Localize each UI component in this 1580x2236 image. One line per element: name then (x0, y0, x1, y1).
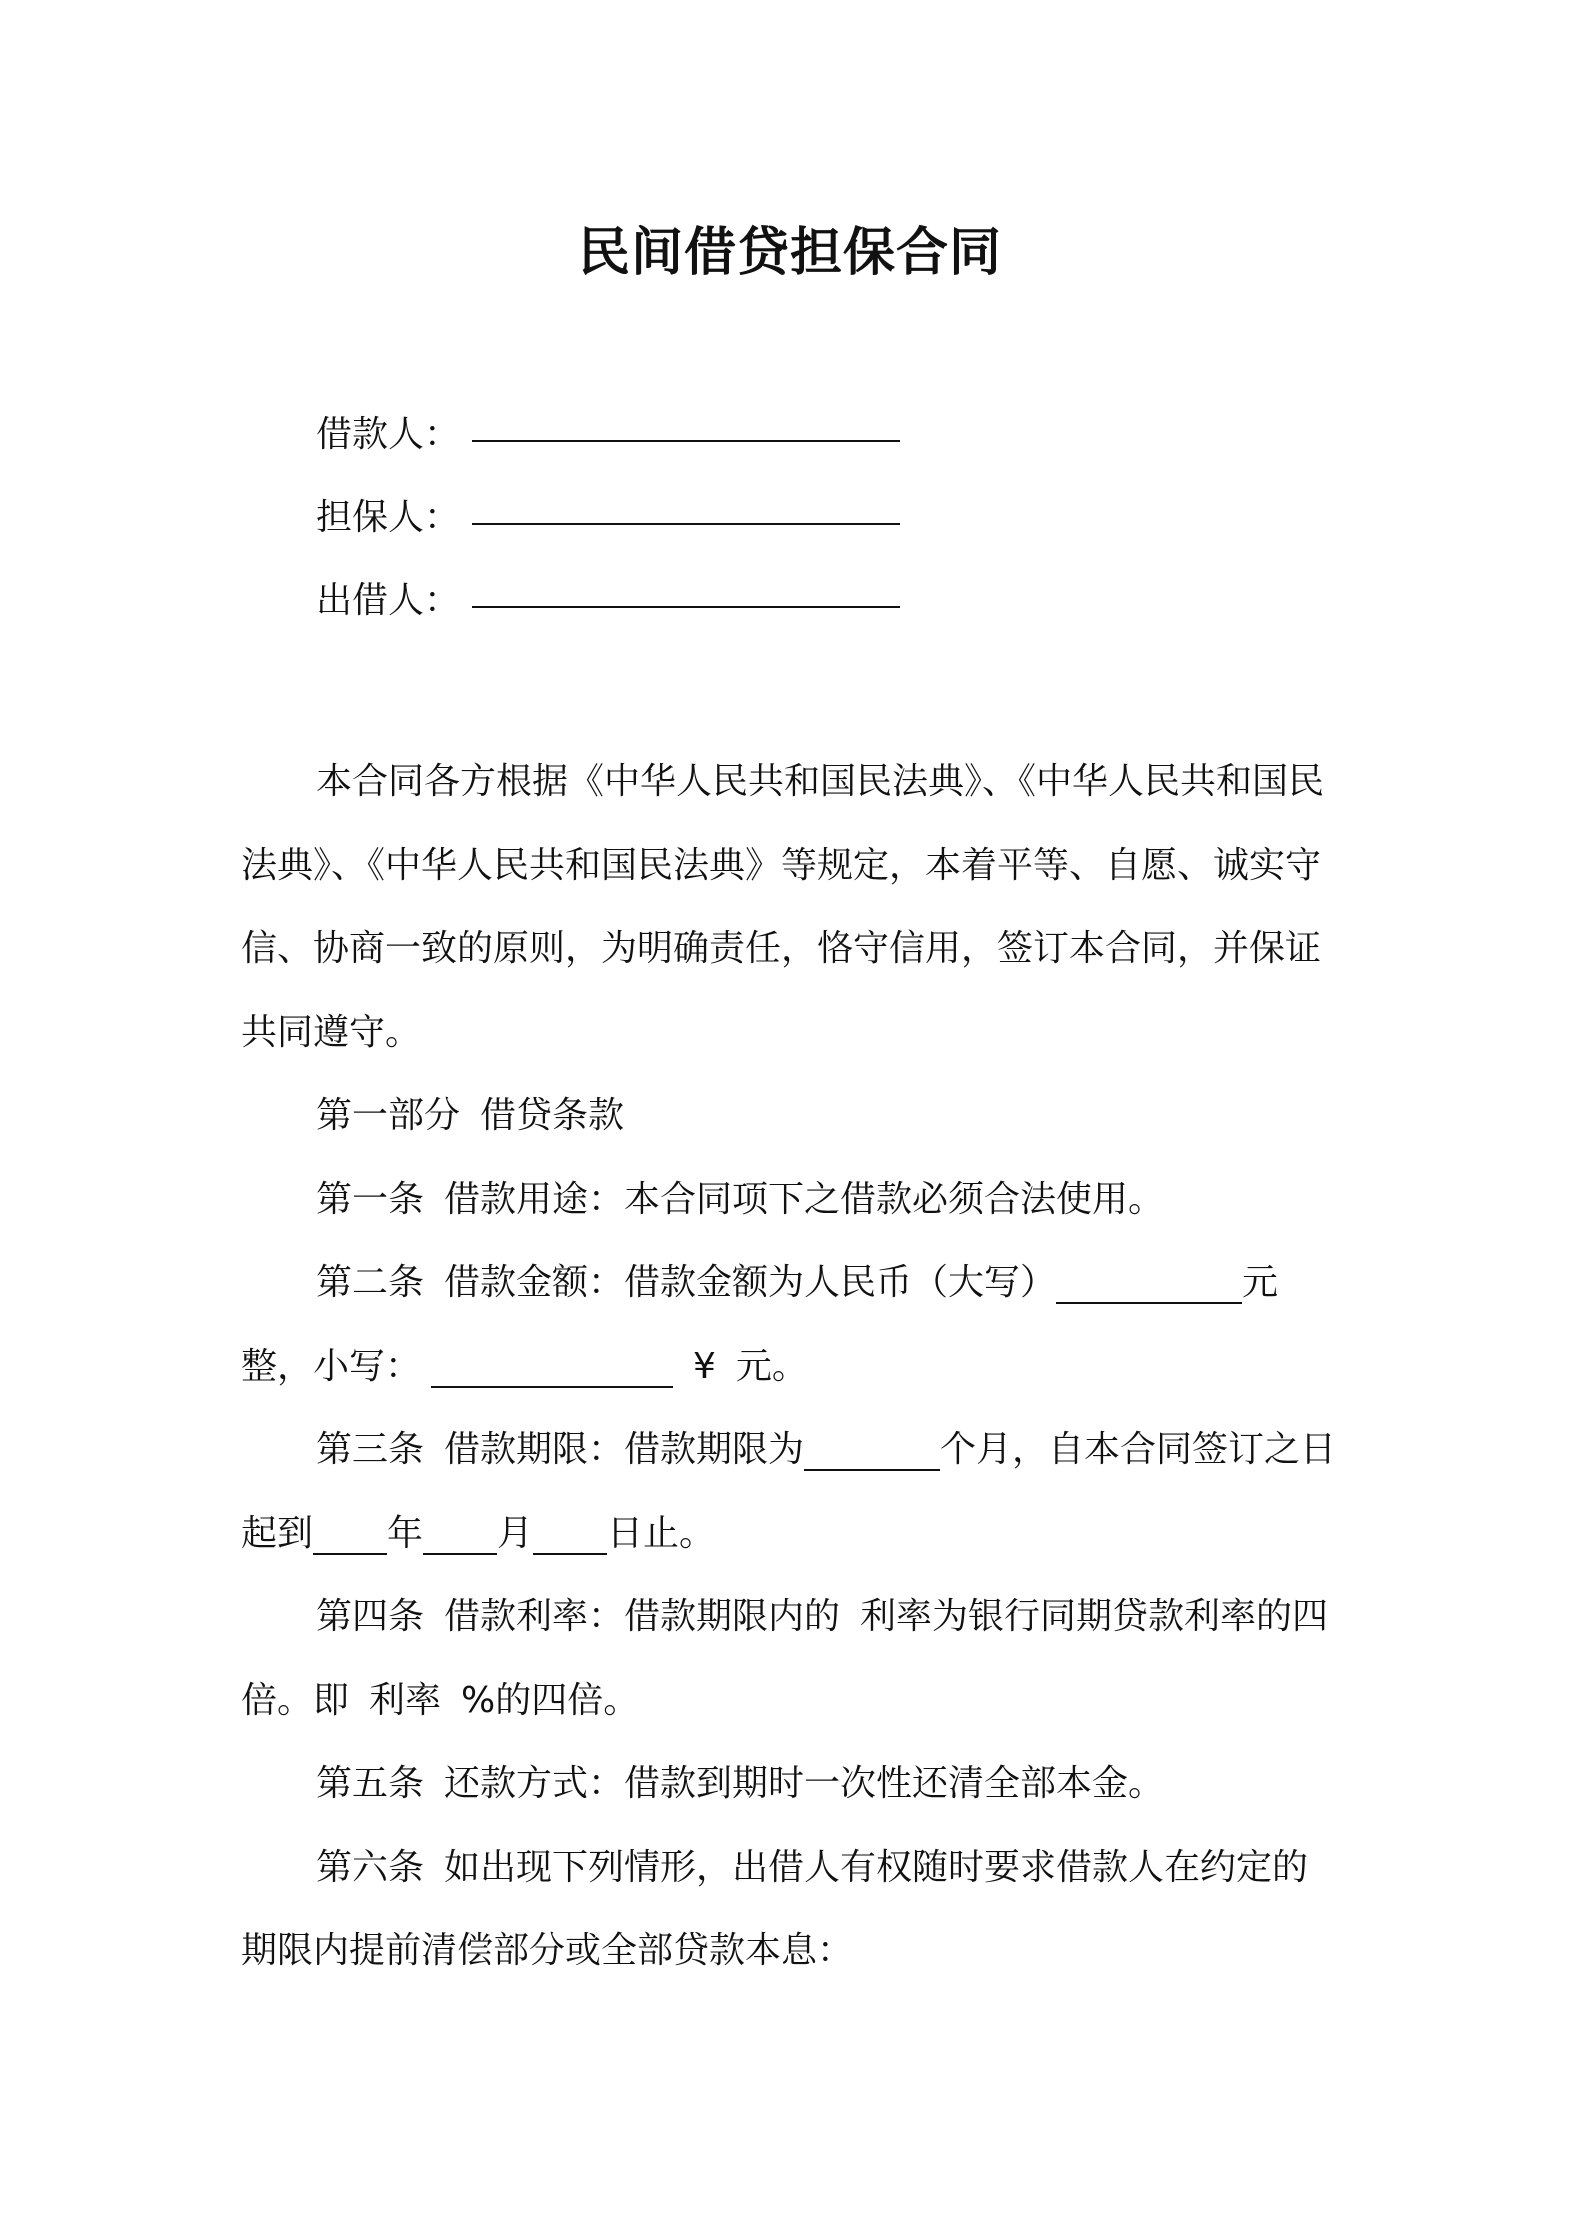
article-2-text-a: 借款金额：借款金额为人民币（大写） (444, 1262, 1057, 1303)
yuan-symbol: ¥ (693, 1345, 716, 1387)
article-1 (241, 1158, 1343, 1242)
article-4-text-d: %的四倍。 (461, 1679, 640, 1721)
article-4-text-a: 借款利率：借款期限内的 (444, 1596, 841, 1637)
end-month-blank (423, 1517, 497, 1555)
day-end-label: 日止。 (607, 1512, 716, 1554)
article-2-text-b: 元整，小写： (241, 1262, 1279, 1387)
article-4-number: 第四条 (316, 1596, 425, 1637)
guarantor-line (316, 493, 900, 543)
article-5-text: 还款方式：借款到期时一次性还清全部本金。 (444, 1763, 1165, 1804)
article-6 (241, 1826, 1343, 1993)
article-5-number: 第五条 (316, 1763, 425, 1804)
article-2-number: 第二条 (316, 1262, 425, 1303)
article-1-number: 第一条 (316, 1178, 425, 1220)
article-2-text-c: 元。 (735, 1345, 808, 1387)
article-6-text: 如出现下列情形，出借人有权随时要求借款人在约定的期限内提前清偿部分或全部贷款本息： (241, 1846, 1309, 1971)
lender-line (316, 576, 900, 626)
article-4-text-c: 利率 (369, 1679, 442, 1721)
part-one-label: 第一部分 (316, 1095, 461, 1136)
preamble: 本合同各方根据《中华人民共和国民法典》、《中华人民共和国民法典》、《中华人民共和国民法典》等规定，本着平等、自愿、诚实守信、协商一致的原则，为明确责任，恪守信用，签订本合同，并保证共同遵守。 (241, 761, 1325, 1053)
article-1-text: 借款用途：本合同项下之借款必须合法使用。 (444, 1178, 1165, 1220)
part-one-heading (241, 1074, 1343, 1158)
article-4 (241, 1575, 1343, 1742)
borrower-label: 借款人： (316, 414, 461, 455)
lender-blank (472, 576, 900, 608)
lender-label: 出借人： (316, 580, 461, 621)
borrower-line (316, 410, 900, 460)
article-3 (241, 1408, 1343, 1575)
document-title: 民间借贷担保合同 (577, 223, 1002, 283)
borrower-blank (472, 410, 900, 442)
guarantor-blank (472, 493, 900, 525)
end-day-blank (533, 1517, 607, 1555)
article-4-text-b: 利率为银行同期贷款利率的四倍。即 (241, 1596, 1329, 1721)
guarantor-label: 担保人： (316, 497, 461, 538)
year-label: 年 (387, 1512, 424, 1554)
amount-uppercase-blank (1056, 1266, 1242, 1304)
article-5 (241, 1742, 1343, 1826)
article-2 (241, 1241, 1343, 1408)
article-3-text-a: 借款期限：借款期限为 (444, 1429, 805, 1470)
article-3-text-b: 个月，自本合同签订之日起到 (241, 1429, 1337, 1554)
amount-lowercase-blank (431, 1350, 673, 1388)
end-year-blank (313, 1517, 387, 1555)
month-label: 月 (497, 1512, 534, 1554)
article-6-number: 第六条 (316, 1846, 425, 1888)
article-3-number: 第三条 (316, 1429, 425, 1470)
part-one-name: 借贷条款 (480, 1095, 625, 1136)
months-blank (804, 1433, 940, 1471)
contract-body (241, 740, 1343, 1993)
